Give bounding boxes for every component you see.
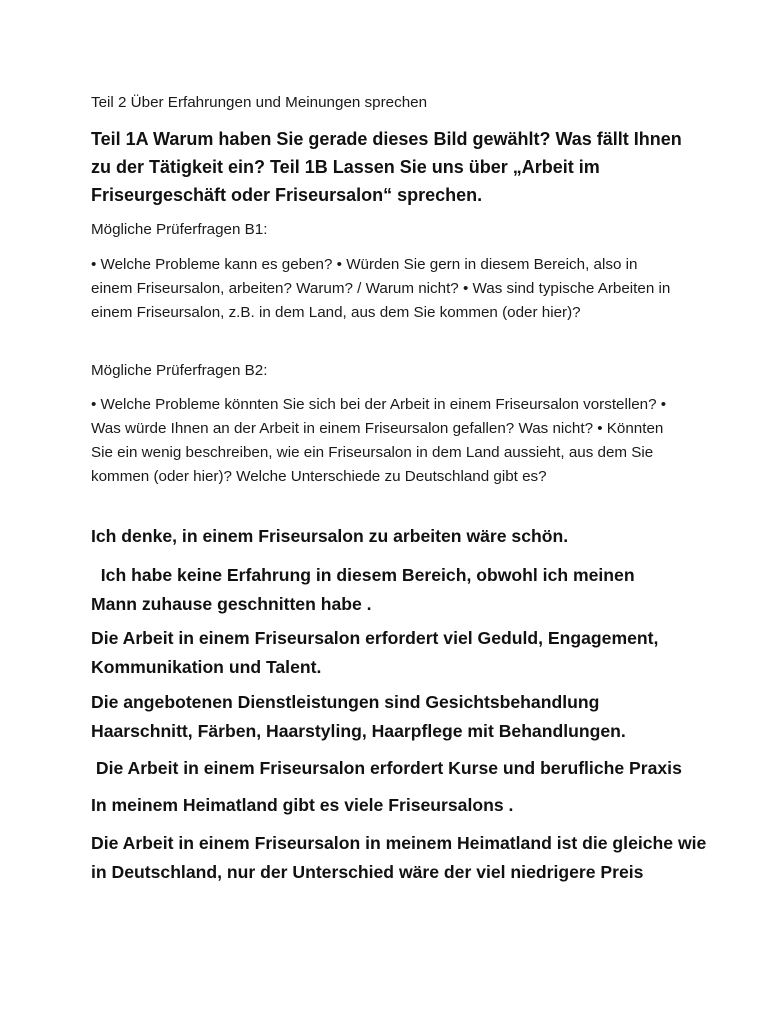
questions-b1-label: Mögliche Prüferfragen B1: — [91, 221, 268, 238]
answer-7: Die Arbeit in einem Friseursalon in meinem Heimatland ist die gleiche wie in Deutschland, nur der Unterschied wäre der viel niedrigere Preis — [91, 833, 707, 882]
answer-3: Die Arbeit in einem Friseursalon erfordert viel Geduld, Engagement, Kommunikation und Talent. — [91, 628, 659, 677]
answer-2: Ich habe keine Erfahrung in diesem Bereich, obwohl ich meinen Mann zuhause geschnitten habe . — [91, 565, 640, 614]
task-heading: Teil 1A Warum haben Sie gerade dieses Bild gewählt? Was fällt Ihnen zu der Tätigkeit ein? Teil 1B Lassen Sie uns über „Arbeit im Friseurgeschäft oder Friseursalon“ sprechen. — [91, 129, 682, 205]
answer-6: In meinem Heimatland gibt es viele Friseursalons . — [91, 795, 514, 815]
questions-b2-text: • Welche Probleme könnten Sie sich bei der Arbeit in einem Friseursalon vorstellen? • Was würde Ihnen an der Arbeit in einem Friseursalon gefallen? Was nicht? • Könnten Sie ein wenig beschreiben, wie ein Friseursalon in dem Land aussieht, aus dem Sie kommen (oder hier)? Welche Unterschiede zu Deutschland gibt es? — [91, 396, 667, 485]
section-title: Teil 2 Über Erfahrungen und Meinungen sprechen — [91, 94, 428, 111]
questions-b1-text: • Welche Probleme kann es geben? • Würden Sie gern in diesem Bereich, also in einem Friseursalon, arbeiten? Warum? / Warum nicht? • Was sind typische Arbeiten in einem Friseursalon, z.B. in dem Land, aus dem Sie kommen (oder hier)? — [91, 256, 671, 321]
answer-1: Ich denke, in einem Friseursalon zu arbeiten wäre schön. — [91, 526, 569, 546]
questions-b2-label: Mögliche Prüferfragen B2: — [91, 362, 268, 379]
answer-5: Die Arbeit in einem Friseursalon erfordert Kurse und berufliche Praxis — [91, 758, 682, 778]
answer-4: Die angebotenen Dienstleistungen sind Gesichtsbehandlung Haarschnitt, Färben, Haarstyling, Haarpflege mit Behandlungen. — [91, 692, 626, 741]
